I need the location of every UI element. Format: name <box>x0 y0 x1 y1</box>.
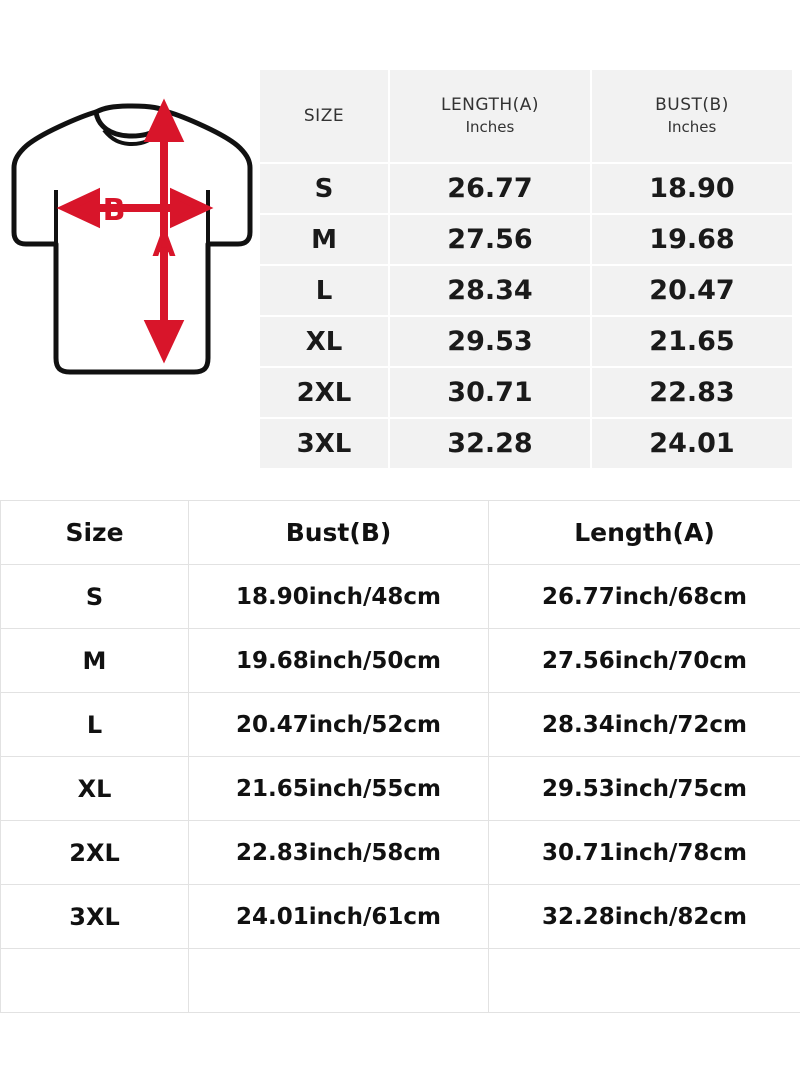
table-row <box>1 949 800 1013</box>
table-row <box>259 418 793 469</box>
cell-bust: 18.90inch/48cm <box>189 565 489 629</box>
cell-length: 27.56 <box>389 214 591 265</box>
upper-header-bust <box>591 69 793 163</box>
measurement-label-a: A <box>152 229 176 264</box>
table-row <box>1 629 800 693</box>
cell-size: 2XL <box>259 367 389 418</box>
cell-size <box>1 949 189 1013</box>
table-row <box>259 265 793 316</box>
upper-size-table <box>258 68 794 470</box>
lower-header-size: Size <box>1 501 189 565</box>
cell-size: S <box>1 565 189 629</box>
cell-size: 3XL <box>259 418 389 469</box>
cell-bust: 20.47 <box>591 265 793 316</box>
cell-bust <box>189 949 489 1013</box>
table-row <box>1 693 800 757</box>
tshirt-diagram <box>8 90 256 390</box>
table-row <box>1 885 800 949</box>
cell-length: 27.56inch/70cm <box>489 629 800 693</box>
lower-header-bust: Bust(B) <box>189 501 489 565</box>
table-row <box>1 757 800 821</box>
cell-length: 28.34 <box>389 265 591 316</box>
upper-header-length-main: LENGTH(A) <box>440 95 540 116</box>
cell-length: 29.53 <box>389 316 591 367</box>
upper-header-bust-main: BUST(B) <box>655 95 729 116</box>
table-row <box>1 565 800 629</box>
cell-bust: 20.47inch/52cm <box>189 693 489 757</box>
cell-bust: 24.01inch/61cm <box>189 885 489 949</box>
cell-size: XL <box>1 757 189 821</box>
measurement-label-b: B <box>102 193 126 228</box>
cell-bust: 22.83inch/58cm <box>189 821 489 885</box>
cell-size: 3XL <box>1 885 189 949</box>
cell-bust: 21.65inch/55cm <box>189 757 489 821</box>
cell-size: S <box>259 163 389 214</box>
cell-bust: 19.68 <box>591 214 793 265</box>
cell-length: 32.28 <box>389 418 591 469</box>
table-row <box>259 316 793 367</box>
cell-length: 29.53inch/75cm <box>489 757 800 821</box>
cell-bust: 24.01 <box>591 418 793 469</box>
cell-bust: 21.65 <box>591 316 793 367</box>
upper-table-header-row <box>259 69 793 163</box>
cell-size: 2XL <box>1 821 189 885</box>
cell-length <box>489 949 800 1013</box>
cell-size: M <box>259 214 389 265</box>
cell-bust: 18.90 <box>591 163 793 214</box>
lower-size-table <box>0 500 800 1013</box>
lower-table-header-row <box>1 501 800 565</box>
upper-header-length-sub: Inches <box>465 118 515 137</box>
cell-length: 30.71inch/78cm <box>489 821 800 885</box>
cell-length: 28.34inch/72cm <box>489 693 800 757</box>
table-row <box>259 163 793 214</box>
size-chart-bottom-section <box>0 500 800 1013</box>
cell-length: 32.28inch/82cm <box>489 885 800 949</box>
cell-size: L <box>1 693 189 757</box>
upper-header-length <box>389 69 591 163</box>
cell-size: XL <box>259 316 389 367</box>
cell-length: 30.71 <box>389 367 591 418</box>
cell-size: M <box>1 629 189 693</box>
lower-header-length: Length(A) <box>489 501 800 565</box>
table-row <box>259 214 793 265</box>
cell-length: 26.77 <box>389 163 591 214</box>
cell-bust: 19.68inch/50cm <box>189 629 489 693</box>
upper-header-size <box>259 69 389 163</box>
upper-header-size-main: SIZE <box>303 105 345 126</box>
cell-length: 26.77inch/68cm <box>489 565 800 629</box>
size-chart-top-section <box>0 0 800 470</box>
cell-size: L <box>259 265 389 316</box>
cell-bust: 22.83 <box>591 367 793 418</box>
table-row <box>259 367 793 418</box>
upper-header-bust-sub: Inches <box>667 118 717 137</box>
table-row <box>1 821 800 885</box>
